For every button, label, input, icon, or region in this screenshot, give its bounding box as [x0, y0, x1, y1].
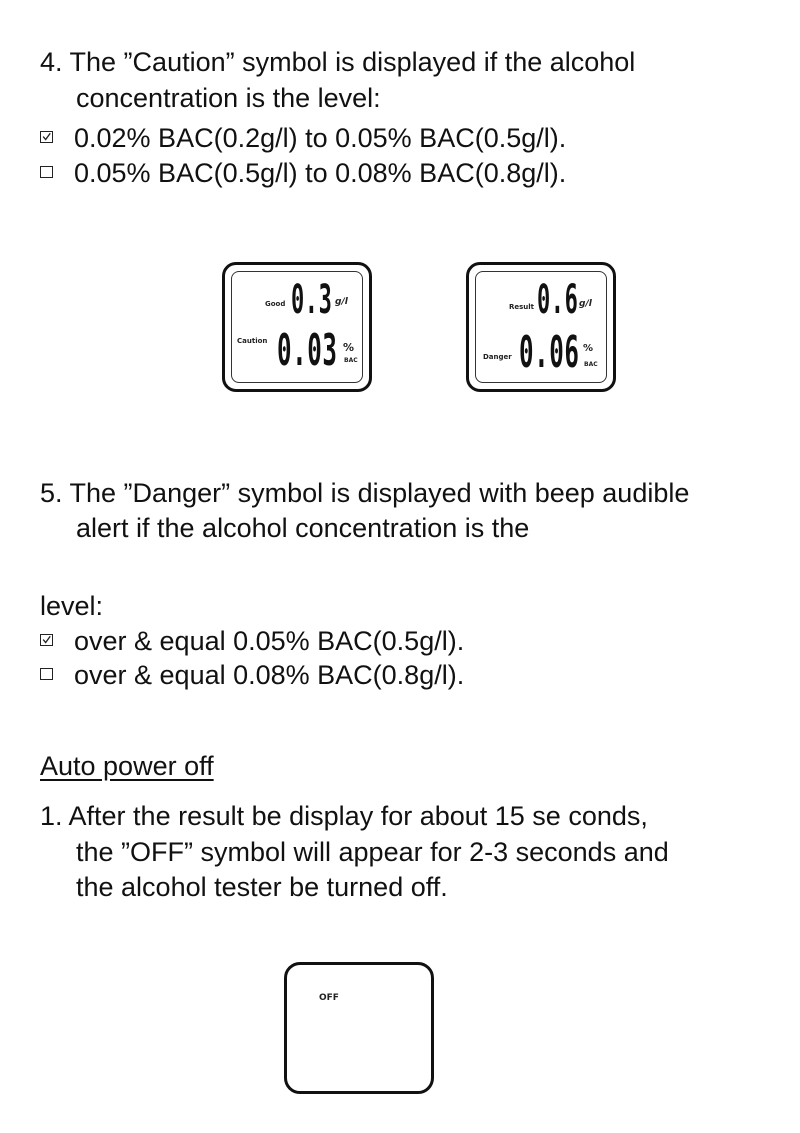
lcd-display-danger: [466, 262, 616, 392]
section4-line1: 4. The ”Caution” symbol is displayed if the alcohol: [40, 47, 636, 77]
checkmark-icon: [41, 635, 52, 645]
section5-line2: alert if the alcohol concentration is the: [76, 513, 530, 543]
option5b-checkbox[interactable]: [40, 668, 53, 680]
lcd-bottom-label: Caution: [237, 337, 268, 345]
lcd-display-off: [284, 962, 434, 1094]
lcd-bottom-value: 0.03: [277, 325, 338, 376]
lcd-bottom-label: Danger: [483, 353, 512, 361]
lcd-top-unit: g/l: [335, 297, 348, 307]
section5-line1: 5. The ”Danger” symbol is displayed with beep audible: [40, 478, 690, 508]
autopower-line1: 1. After the result be display for about 15 se conds,: [40, 801, 648, 831]
section4-line2: concentration is the level:: [76, 83, 381, 113]
lcd-bottom-unit2: BAC: [344, 357, 358, 364]
option5b-label: over & equal 0.08% BAC(0.8g/l).: [74, 660, 465, 690]
lcd-bottom-value: 0.06: [519, 327, 580, 378]
autopower-heading: Auto power off: [40, 751, 214, 781]
lcd-off-text: OFF: [319, 993, 339, 1003]
lcd-top-label: Result: [509, 303, 535, 311]
checkmark-icon: [41, 132, 52, 142]
lcd-bottom-unit: %: [343, 341, 355, 354]
option4a-label: 0.02% BAC(0.2g/l) to 0.05% BAC(0.5g/l).: [74, 123, 567, 153]
autopower-line3: the alcohol tester be turned off.: [76, 872, 448, 902]
lcd-top-unit: g/l: [579, 299, 592, 309]
lcd-bottom-unit: %: [583, 343, 594, 354]
option4a-checkbox-checked[interactable]: [40, 131, 53, 143]
lcd-top-value: 0.6: [537, 277, 579, 323]
lcd-top-value: 0.3: [291, 277, 333, 323]
autopower-line2: the ”OFF” symbol will appear for 2-3 seconds and: [76, 837, 669, 867]
section5-line3: level:: [40, 591, 104, 621]
lcd-top-label: Good: [265, 300, 286, 308]
lcd-display-caution: [222, 262, 372, 392]
option4b-checkbox[interactable]: [40, 166, 53, 178]
option5a-checkbox-checked[interactable]: [40, 634, 53, 646]
option4b-label: 0.05% BAC(0.5g/l) to 0.08% BAC(0.8g/l).: [74, 158, 567, 188]
option5a-label: over & equal 0.05% BAC(0.5g/l).: [74, 626, 465, 656]
lcd-bottom-unit2: BAC: [584, 361, 598, 368]
